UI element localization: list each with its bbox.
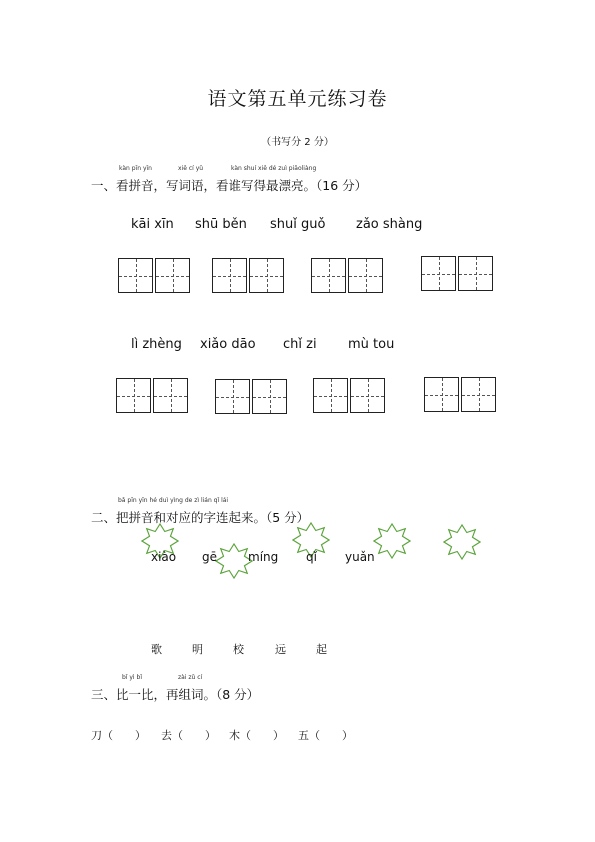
writing-grid-cell[interactable]: [116, 378, 151, 413]
star-shape: [443, 523, 481, 561]
writing-grid-cell[interactable]: [215, 379, 250, 414]
writing-grid-cell[interactable]: [350, 378, 385, 413]
writing-grid-cell[interactable]: [424, 377, 459, 412]
pinyin-word: chǐ zi: [283, 337, 317, 352]
writing-grid-pair[interactable]: [424, 377, 497, 412]
pinyin-word: mù tou: [348, 337, 395, 352]
pinyin-word: lì zhèng: [131, 337, 182, 352]
section1-heading: 一、看拼音，写词语，看谁写得最漂亮。（16 分）: [91, 178, 368, 193]
writing-grid-cell[interactable]: [252, 379, 287, 414]
match-pinyin[interactable]: yuǎn: [345, 550, 375, 564]
match-character[interactable]: 起: [316, 643, 327, 656]
writing-grid-cell[interactable]: [118, 258, 153, 293]
compare-word-item[interactable]: 木（ ）: [229, 729, 284, 742]
section2-ruby: bǎ pīn yīn hé duì yìng de zì lián qǐ lái: [118, 497, 229, 504]
writing-grid-cell[interactable]: [212, 258, 247, 293]
pinyin-word: zǎo shàng: [356, 217, 423, 232]
writing-grid-pair[interactable]: [311, 258, 384, 293]
compare-word-item[interactable]: 刀（ ）: [91, 729, 146, 742]
match-pinyin[interactable]: xiào: [151, 550, 177, 564]
writing-grid-cell[interactable]: [311, 258, 346, 293]
writing-grid-pair[interactable]: [313, 378, 386, 413]
section1-ruby-3: kàn shuí xiě dé zuì piāoliàng: [231, 165, 317, 172]
writing-grid-pair[interactable]: [116, 378, 189, 413]
writing-grid-cell[interactable]: [249, 258, 284, 293]
section3-ruby-1: bǐ yì bǐ: [122, 674, 142, 681]
writing-grid-pair[interactable]: [421, 256, 494, 291]
pinyin-word: xiǎo dāo: [200, 337, 256, 352]
pinyin-word: shuǐ guǒ: [270, 217, 326, 232]
section3-ruby-2: zài zǔ cí: [178, 674, 203, 681]
pinyin-word: kāi xīn: [131, 217, 174, 232]
writing-grid-pair[interactable]: [215, 379, 288, 414]
compare-word-item[interactable]: 去（ ）: [161, 729, 216, 742]
match-character[interactable]: 远: [275, 643, 286, 656]
match-pinyin[interactable]: gē: [202, 550, 217, 564]
section1-ruby-2: xiě cí yǔ: [178, 165, 204, 172]
page-title: 语文第五单元练习卷: [207, 88, 388, 110]
writing-score-note: （书写分 2 分）: [261, 137, 334, 148]
match-pinyin[interactable]: qǐ: [306, 550, 317, 564]
compare-word-item[interactable]: 五（ ）: [298, 729, 353, 742]
writing-grid-cell[interactable]: [421, 256, 456, 291]
section2-heading: 二、把拼音和对应的字连起来。（5 分）: [91, 510, 310, 525]
writing-grid-pair[interactable]: [212, 258, 285, 293]
writing-grid-cell[interactable]: [458, 256, 493, 291]
section1-ruby-1: kàn pīn yīn: [119, 165, 152, 172]
section3-heading: 三、比一比，再组词。（8 分）: [91, 687, 260, 702]
writing-grid-cell[interactable]: [313, 378, 348, 413]
writing-grid-cell[interactable]: [461, 377, 496, 412]
star-shape: [373, 522, 411, 560]
match-character[interactable]: 歌: [151, 643, 162, 656]
writing-grid-cell[interactable]: [155, 258, 190, 293]
pinyin-word: shū běn: [195, 217, 247, 232]
writing-grid-cell[interactable]: [348, 258, 383, 293]
writing-grid-pair[interactable]: [118, 258, 191, 293]
match-character[interactable]: 明: [192, 643, 203, 656]
match-pinyin[interactable]: míng: [248, 550, 279, 564]
match-character[interactable]: 校: [233, 643, 244, 656]
writing-grid-cell[interactable]: [153, 378, 188, 413]
